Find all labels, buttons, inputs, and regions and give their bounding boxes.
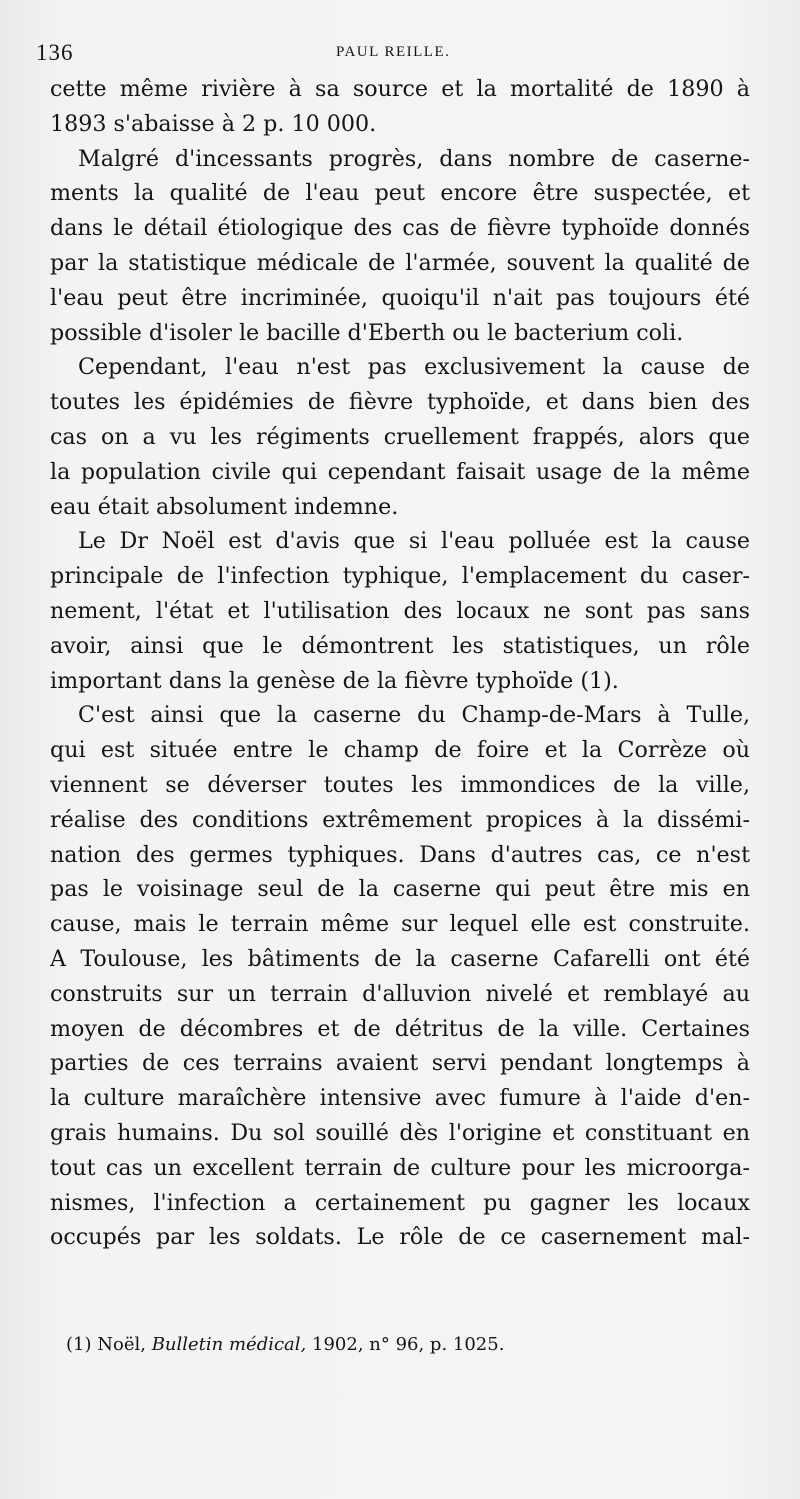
- text-line: principale de l'infection typhique, l'emplacement du caser-: [50, 563, 750, 590]
- footnote-author: Noël,: [97, 1334, 146, 1355]
- text-line: l'eau peut être incriminée, quoiqu'il n'ait pas toujours été: [50, 284, 750, 311]
- text-line: tout cas un excellent terrain de culture pour les microorga-: [50, 1154, 750, 1181]
- text-line: construits sur un terrain d'alluvion nivelé et remblayé au: [50, 980, 750, 1007]
- text-line: cause, mais le terrain même sur lequel elle est construite.: [50, 911, 750, 938]
- footnote: [66, 1334, 504, 1355]
- text-line: par la statistique médicale de l'armée, souvent la qualité de: [50, 249, 750, 276]
- page-number: 136: [36, 40, 74, 65]
- footnote-journal: Bulletin médical,: [151, 1334, 307, 1355]
- text-line: Cependant, l'eau n'est pas exclusivement la cause de: [78, 354, 750, 381]
- text-line: cas on a vu les régiments cruellement frappés, alors que: [50, 423, 750, 450]
- text-line: qui est située entre le champ de foire et la Corrèze où: [50, 737, 750, 764]
- text-line: viennent se déverser toutes les immondices de la ville,: [50, 771, 750, 798]
- text-line: toutes les épidémies de fièvre typhoïde, et dans bien des: [50, 389, 750, 416]
- footnote-marker: (1): [66, 1334, 92, 1355]
- body-text: [50, 72, 750, 1255]
- text-line: cette même rivière à sa source et la mortalité de 1890 à: [50, 76, 750, 102]
- text-line: eau était absolument indemne.: [50, 493, 399, 520]
- text-line: la population civile qui cependant faisait usage de la même: [50, 458, 750, 485]
- text-line: Malgré d'incessants progrès, dans nombre de caserne-: [78, 145, 750, 172]
- text-line: 1893 s'abaisse à 2 p. 10 000.: [50, 110, 377, 137]
- text-line: pas le voisinage seul de la caserne qui peut être mis en: [50, 876, 750, 903]
- text-line: nation des germes typhiques. Dans d'autres cas, ce n'est: [50, 841, 750, 868]
- text-line: dans le détail étiologique des cas de fièvre typhoïde donnés: [50, 215, 750, 242]
- text-line: grais humains. Du sol souillé dès l'origine et constituant en: [50, 1119, 750, 1146]
- running-head: PAUL REILLE.: [336, 44, 451, 60]
- footnote-details: 1902, n° 96, p. 1025.: [312, 1334, 505, 1355]
- text-line: nement, l'état et l'utilisation des locaux ne sont pas sans: [50, 597, 750, 624]
- text-line: moyen de décombres et de détritus de la ville. Certaines: [50, 1015, 750, 1042]
- text-line: parties de ces terrains avaient servi pendant longtemps à: [50, 1050, 750, 1077]
- text-line: la culture maraîchère intensive avec fumure à l'aide d'en-: [50, 1085, 750, 1112]
- text-line: Le Dr Noël est d'avis que si l'eau polluée est la cause: [78, 528, 750, 555]
- text-line: réalise des conditions extrêmement propices à la dissémi-: [50, 806, 750, 833]
- text-line: avoir, ainsi que le démontrent les statistiques, un rôle: [50, 632, 750, 659]
- text-line: nismes, l'infection a certainement pu gagner les locaux: [50, 1189, 750, 1216]
- text-line: occupés par les soldats. Le rôle de ce casernement mal-: [50, 1224, 750, 1251]
- text-line: possible d'isoler le bacille d'Eberth ou le bacterium coli.: [50, 319, 684, 346]
- page-header: [36, 40, 766, 72]
- text-line: ments la qualité de l'eau peut encore être suspectée, et: [50, 180, 750, 207]
- text-line: important dans la genèse de la fièvre typhoïde (1).: [50, 667, 619, 694]
- text-line: A Toulouse, les bâtiments de la caserne Cafarelli ont été: [50, 945, 750, 972]
- text-line: C'est ainsi que la caserne du Champ-de-Mars à Tulle,: [78, 702, 750, 729]
